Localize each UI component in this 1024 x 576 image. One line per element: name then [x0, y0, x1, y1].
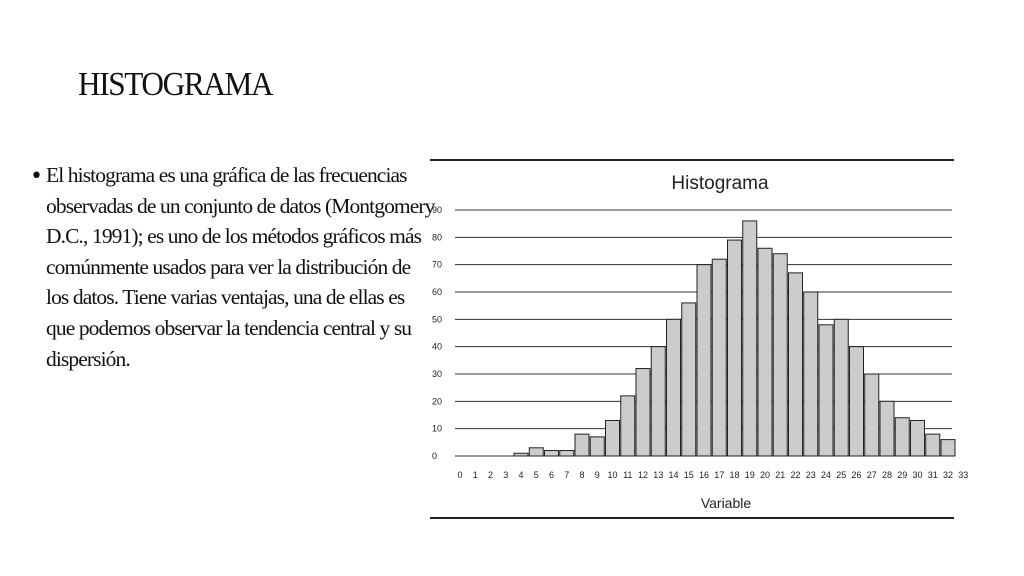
x-tick-label: 32 [942, 470, 954, 480]
histogram-bar [606, 420, 620, 456]
x-tick-label: 24 [820, 470, 832, 480]
bars [514, 221, 955, 456]
x-tick-label: 28 [881, 470, 893, 480]
histogram-bar [682, 303, 696, 456]
histogram-bar [712, 259, 726, 456]
y-tick-label: 30 [432, 369, 443, 379]
y-tick-labels [432, 205, 442, 461]
histogram-bar [651, 347, 665, 456]
histogram-bar [941, 440, 955, 456]
x-tick-label: 7 [564, 470, 570, 480]
x-tick-labels [457, 470, 968, 480]
histogram-bar [621, 396, 635, 456]
x-tick-label: 8 [579, 470, 585, 480]
y-tick-label: 90 [432, 205, 443, 215]
histogram-bar [911, 420, 925, 456]
histogram-bar [667, 319, 681, 456]
x-tick-label: 6 [548, 470, 555, 480]
x-tick-label: 16 [698, 470, 710, 480]
histogram-bar [850, 347, 864, 456]
x-tick-label: 11 [623, 470, 633, 480]
chart-title: Histograma [671, 173, 769, 194]
histogram-bar [926, 434, 940, 456]
x-axis-label: Variable [700, 495, 752, 511]
x-tick-label: 18 [729, 470, 740, 480]
y-tick-label: 0 [432, 451, 438, 461]
histogram-bar [834, 319, 848, 456]
x-tick-label: 29 [897, 470, 908, 480]
histogram-bar [895, 418, 909, 456]
x-tick-label: 0 [457, 470, 463, 480]
y-tick-label: 70 [432, 259, 443, 270]
x-tick-label: 14 [668, 470, 679, 480]
y-tick-label: 50 [432, 314, 443, 325]
x-tick-label: 13 [653, 470, 664, 480]
x-tick-label: 31 [927, 470, 938, 480]
x-tick-label: 25 [836, 470, 847, 480]
histogram-bar [728, 240, 742, 456]
x-tick-label: 4 [518, 470, 524, 480]
x-tick-label: 9 [594, 470, 600, 480]
histogram-bar [880, 401, 894, 456]
x-tick-label: 27 [866, 470, 877, 480]
histogram-bar [514, 453, 528, 456]
x-tick-label: 19 [744, 470, 755, 480]
histogram-svg [430, 158, 969, 520]
x-tick-label: 33 [958, 470, 969, 480]
y-tick-label: 10 [432, 423, 443, 434]
histogram-bar [529, 448, 543, 456]
x-tick-label: 10 [607, 470, 618, 480]
x-tick-label: 1 [472, 470, 478, 480]
x-tick-label: 12 [637, 470, 649, 480]
y-tick-label: 80 [432, 232, 443, 243]
x-tick-label: 5 [533, 470, 539, 480]
histogram-bar [865, 374, 879, 456]
x-tick-label: 17 [714, 470, 725, 480]
x-tick-label: 22 [790, 470, 801, 480]
histogram-chart [430, 158, 969, 520]
histogram-bar [758, 248, 772, 456]
y-tick-label: 20 [432, 396, 443, 407]
bullet-text: El histograma es una gráfica de las frecuencias observadas de un conjunto de datos (Montgomery D.C., 1991); es uno de los métodos gráficos más comúnmente usados para ver la distribución de los datos. Tiene varias ventajas, una de ellas es que podemos observar la tendencia central y su dispersión. [46, 163, 435, 371]
histogram-bar [789, 273, 803, 456]
x-tick-label: 30 [912, 470, 923, 480]
histogram-bar [590, 437, 604, 456]
x-tick-label: 23 [805, 470, 816, 480]
histogram-bar [575, 434, 589, 456]
x-tick-label: 15 [683, 470, 694, 480]
histogram-bar [545, 451, 559, 456]
x-tick-label: 20 [759, 470, 771, 480]
x-tick-label: 3 [503, 470, 509, 480]
histogram-bar [819, 325, 833, 456]
histogram-bar [743, 221, 757, 456]
y-tick-label: 60 [432, 287, 443, 297]
x-tick-label: 26 [851, 470, 862, 480]
x-tick-label: 2 [487, 470, 494, 480]
slide-title: HISTOGRAMA [78, 66, 273, 103]
y-tick-label: 40 [432, 341, 443, 352]
bullet-marker: • [30, 164, 43, 189]
histogram-bar [697, 265, 711, 456]
histogram-bar [773, 254, 787, 456]
x-tick-label: 21 [775, 470, 786, 480]
histogram-bar [804, 292, 818, 456]
histogram-bar [636, 369, 650, 456]
histogram-bar [560, 451, 574, 456]
